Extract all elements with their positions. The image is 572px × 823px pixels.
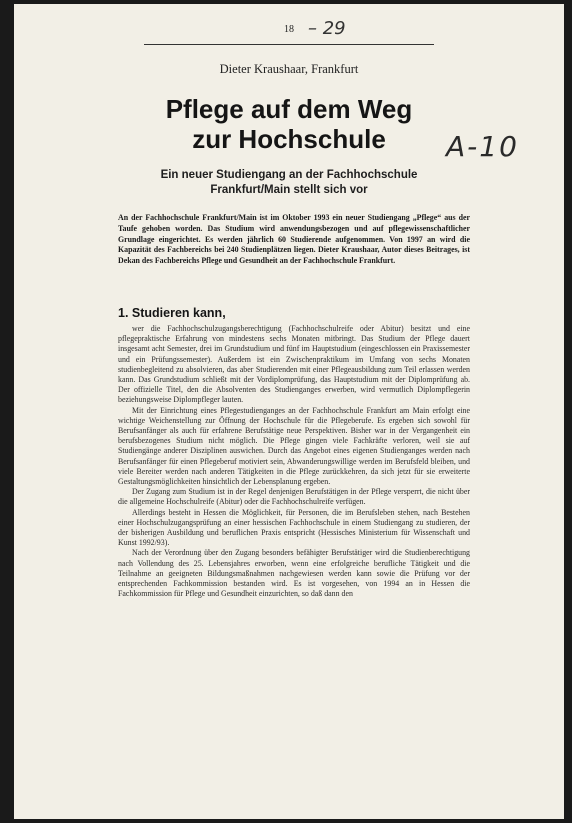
body-text [118,324,470,599]
page-number: 18 [284,24,294,35]
subtitle-line-2: Frankfurt/Main stellt sich vor [210,184,368,196]
handwritten-margin-mark: A-10 [446,130,519,163]
title-line-2: zur Hochschule [192,124,386,154]
section-heading: 1. Studieren kann, [118,306,226,320]
article-subtitle [14,168,564,198]
handwritten-page-annotation: – 29 [308,18,346,39]
body-paragraph: Der Zugang zum Studium ist in der Regel denjenigen Berufstätigen in der Pflege versperrt, die nicht über die allgemeine Hochschulreife (Abitur) oder die Fachhochschulreife verfügen. [118,487,470,507]
document-page [14,4,564,819]
body-paragraph: Nach der Verordnung über den Zugang besonders befähigter Berufstätiger wird die Studienberechtigung nach Vollendung des 25. Lebensjahres erworben, wenn eine erfolgreiche berufliche Tätigkeit und die Teilnahme an geeigneten Bildungsmaßnahmen nachgewiesen werden kann sowie die Prüfung vor der entsprechenden Fachkommission bestanden wird. Es ist vorgesehen, von 1994 an in Hessen die Fachkommission für Pflege und Gesundheit einzurichten, so daß dann den [118,548,470,599]
subtitle-line-1: Ein neuer Studiengang an der Fachhochschule [160,169,418,181]
author-line: Dieter Kraushaar, Frankfurt [219,62,359,76]
body-paragraph: Allerdings besteht in Hessen die Möglichkeit, für Personen, die im Berufsleben stehen, nach Bestehen einer Hochschulzugangsprüfung an einer hessischen Fachhochschule in einem Studiengang zu studieren, der der bisherigen Ausbildung und beruflichen Praxis entspricht (Hessisches Ministerium für Wissenschaft und Kunst 1992/93). [118,507,470,548]
body-paragraph: wer die Fachhochschulzugangsberechtigung (Fachhochschulreife oder Abitur) besitzt und eine pflegepraktische Erfahrung von mindestens sechs Monaten mitbringt. Das Studium der Pflege dauert insgesamt acht Semester, drei im Grundstudium und fünf im Hauptstudium (eingeschlossen ein Praxissemester und ein Prüfungssemester). Außerdem ist ein Zwischenpraktikum im Umfang von sechs Monaten studienbegleitend zu absolvieren, das aber Studierenden mit einer Pflegeausbildung zum Teil erlassen werden kann. Das Grundstudium schließt mit der Vordiplomprüfung, das Hauptstudium mit der Diplomprüfung ab. Der offizielle Titel, den die Absolventen des Studienganges erwerben, wird vermutlich Diplompflegerin beziehungsweise Diplompfleger lauten. [118,324,470,405]
body-paragraph: Mit der Einrichtung eines Pflegestudienganges an der Fachhochschule Frankfurt am Main erfolgt eine wichtige Weichenstellung zur Öffnung der Hochschule für die Pflegeberufe. Es ergeben sich sowohl für Berufsanfänger als auch für erfahrene Berufstätige neue Perspektiven. Bisher war in der Vergangenheit ein berufsbezogenes Studium nicht möglich. Die Pflege gingen viele Fachkräfte verloren, weil sie auf Studiengänge anderer Disziplinen auswichen. Durch das Angebot eines eigenen Studienganges werden nach Berufsanfänger für einen Pflegeberuf motiviert sein, Abwanderungswillige werden im Berufsfeld bleiben, und viele Bereiter werden nach anderen Tätigkeiten in die Pflege zurückkehren, da sich jetzt für sie erweiterte Gestaltungsmöglichkeiten hinsichtlich der Lebensplanung ergeben. [118,405,470,487]
abstract-text: An der Fachhochschule Frankfurt/Main ist im Oktober 1993 ein neuer Studiengang „Pflege“ aus der Taufe gehoben worden. Das Studium wird anwendungsbezogen und auf pflegewissenschaftlicher Grundlage eingerichtet. Es werden jährlich 60 Studierende aufgenommen. Von 1997 an wird die Kapazität des Fachbereichs bei 240 Studienplätzen liegen. Dieter Kraushaar, Autor dieses Beitrages, ist Dekan des Fachbereichs Pflege und Gesundheit an der Fachhochschule Frankfurt. [118,213,470,266]
header-rule [144,44,434,45]
title-line-1: Pflege auf dem Weg [165,94,413,124]
